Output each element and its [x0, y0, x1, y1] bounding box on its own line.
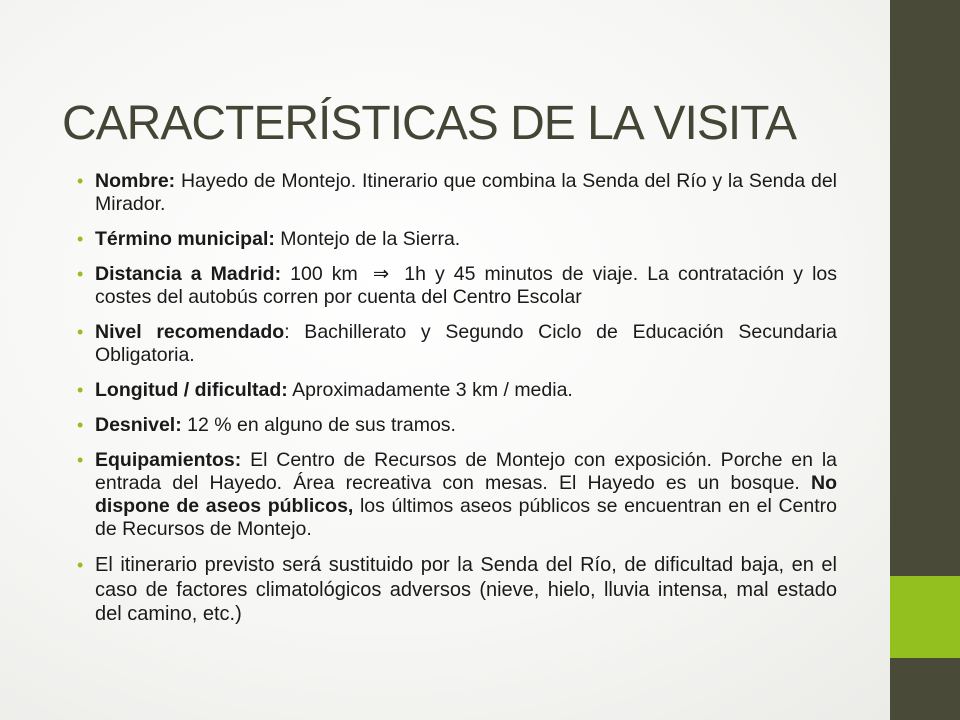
bullet-icon: •: [77, 264, 84, 284]
arrow-right-icon: ⇒: [372, 263, 390, 285]
list-item-distancia: [77, 263, 837, 309]
item-text: Montejo de la Sierra.: [274, 228, 461, 250]
item-label: Longitud / dificultad:: [95, 379, 288, 401]
bullet-icon: •: [77, 415, 84, 435]
bullet-list: [77, 170, 838, 627]
list-item-desnivel: [77, 414, 837, 437]
item-text: los últimos aseos públicos se encuentran en el Centro de Recursos de Montejo.: [95, 495, 837, 540]
item-label: Equipamientos:: [95, 449, 242, 471]
bullet-icon: •: [77, 380, 84, 400]
item-text: El itinerario previsto será sustituido por la Senda del Río, de dificultad baja, en el caso de factores climatológicos adversos (nieve, hielo, lluvia intensa, mal estado del camino, etc.): [95, 554, 837, 625]
item-text: 100 km: [281, 263, 367, 285]
list-item-termino: [77, 228, 837, 251]
item-label: Nivel recomendado: [95, 321, 285, 343]
item-bold-text: No dispone de aseos públicos,: [95, 472, 837, 517]
item-text: 1h y 45 minutos de viaje. La contratación y los costes del autobús corren por cuenta del Centro Escolar: [95, 263, 837, 308]
item-text: : Bachillerato y Segundo Ciclo de Educación Secundaria Obligatoria.: [95, 321, 838, 366]
list-item-nombre: [77, 170, 837, 216]
item-text: Hayedo de Montejo. Itinerario que combina la Senda del Río y la Senda del Mirador.: [95, 170, 837, 215]
slide-content: [77, 170, 838, 639]
list-item-equipamientos: [77, 449, 837, 541]
item-text: 12 % en alguno de sus tramos.: [181, 414, 456, 436]
item-label: Término municipal:: [95, 228, 275, 250]
item-text: El Centro de Recursos de Montejo con exposición. Porche en la entrada del Hayedo. Área recreativa con mesas. El Hayedo es un bosque.: [95, 449, 837, 494]
bullet-icon: •: [77, 555, 84, 575]
item-label: Desnivel:: [95, 414, 182, 436]
list-item-longitud: [77, 379, 837, 402]
right-accent-block: [890, 576, 960, 658]
list-item-nivel: [77, 321, 838, 367]
bullet-icon: •: [77, 450, 84, 470]
item-label: Distancia a Madrid:: [95, 263, 282, 285]
item-text: Aproximadamente 3 km / media.: [287, 379, 573, 401]
bullet-icon: •: [77, 229, 84, 249]
list-item-itinerario: [77, 553, 837, 627]
item-label: Nombre:: [95, 170, 176, 192]
bullet-icon: •: [77, 322, 84, 342]
slide-title: CARACTERÍSTICAS DE LA VISITA: [62, 97, 796, 151]
bullet-icon: •: [77, 171, 84, 191]
